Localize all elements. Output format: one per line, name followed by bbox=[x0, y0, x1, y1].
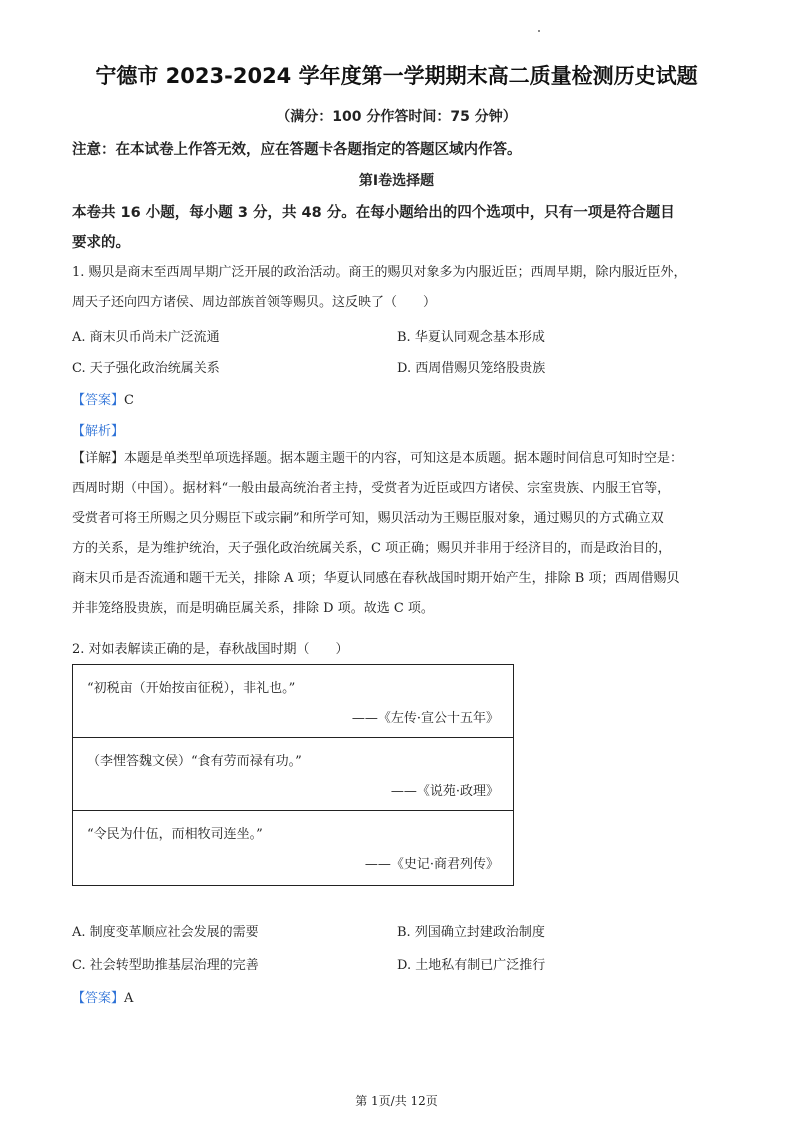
detail-line: 方的关系，是为维护统治，天子强化政治统属关系，C 项正确；赐贝并非用于经济目的，而是政治目的， bbox=[72, 541, 672, 556]
q2-option-d: D. 土地私有制已广泛推行 bbox=[397, 958, 546, 973]
section-intro bbox=[72, 198, 722, 258]
analysis-label: 【解析】 bbox=[72, 424, 125, 439]
table-quote: （李悝答魏文侯）“食有劳而禄有功。” bbox=[87, 754, 302, 769]
q1-option-a: A. 商末贝币尚未广泛流通 bbox=[72, 330, 220, 345]
table-row bbox=[73, 738, 513, 811]
detail-line: 受赏者可将王所赐之贝分赐臣下或宗嗣”和所学可知，赐贝活动为王赐臣服对象，通过赐贝的方式确立双 bbox=[72, 511, 664, 526]
table-row bbox=[73, 811, 513, 885]
page-title: 宁德市 2023-2024 学年度第一学期期末高二质量检测历史试题 bbox=[95, 64, 698, 88]
section-heading: 第Ⅰ卷选择题 bbox=[358, 173, 435, 189]
intro-line: 要求的。 bbox=[72, 235, 130, 251]
exam-subtitle: （满分：100 分作答时间：75 分钟） bbox=[276, 109, 517, 125]
table-row bbox=[73, 665, 513, 738]
q1-stem-line: 1. 赐贝是商末至西周早期广泛开展的政治活动。商王的赐贝对象多为内服近臣；西周早期，除内服近臣外， bbox=[72, 265, 687, 280]
detail-line: 西周时期（中国）。据材料“一般由最高统治者主持，受赏者为近臣或四方诸侯、宗室贵族、内服王官等， bbox=[72, 481, 671, 496]
intro-line: 本卷共 16 小题，每小题 3 分，共 48 分。在每小题给出的四个选项中，只有一项是符合题目 bbox=[72, 205, 675, 221]
exam-notice: 注意：在本试卷上作答无效，应在答题卡各题指定的答题区域内作答。 bbox=[72, 142, 522, 158]
detail-line: 商末贝币是否流通和题干无关，排除 A 项；华夏认同感在春秋战国时期开始产生，排除 B 项；西周借赐贝 bbox=[72, 571, 680, 586]
answer-label: 【答案】 bbox=[72, 991, 125, 1006]
q2-stem: 2. 对如表解读正确的是，春秋战国时期（ ） bbox=[72, 642, 349, 657]
q1-answer bbox=[72, 389, 134, 408]
q1-option-d: D. 西周借赐贝笼络股贵族 bbox=[397, 361, 546, 376]
q2-source-table bbox=[72, 664, 514, 886]
answer-value: C bbox=[124, 393, 134, 408]
answer-label: 【答案】 bbox=[72, 393, 125, 408]
q1-stem-line: 周天子还向四方诸侯、周边部族首领等赐贝。这反映了（ ） bbox=[72, 295, 437, 310]
q1-detail bbox=[72, 444, 722, 624]
q2-option-b: B. 列国确立封建政治制度 bbox=[397, 925, 545, 940]
scan-speck bbox=[538, 30, 540, 32]
table-quote: “令民为什伍，而相牧司连坐。” bbox=[87, 827, 263, 842]
q1-analysis-label bbox=[72, 420, 124, 439]
q1-option-c: C. 天子强化政治统属关系 bbox=[72, 361, 220, 376]
q2-option-c: C. 社会转型助推基层治理的完善 bbox=[72, 958, 259, 973]
detail-line: 【详解】本题是单类型单项选择题。据本题主题干的内容，可知这是本质题。据本题时间信息可知时空是： bbox=[72, 451, 684, 466]
table-source: ——《说苑·政理》 bbox=[390, 784, 499, 799]
table-source: ——《史记·商君列传》 bbox=[364, 857, 499, 872]
answer-value: A bbox=[124, 991, 134, 1006]
q1-option-b: B. 华夏认同观念基本形成 bbox=[397, 330, 545, 345]
q2-option-a: A. 制度变革顺应社会发展的需要 bbox=[72, 925, 259, 940]
q1-stem bbox=[72, 258, 722, 318]
table-source: ——《左传·宣公十五年》 bbox=[351, 711, 499, 726]
table-quote: “初税亩（开始按亩征税），非礼也。” bbox=[87, 681, 296, 696]
detail-line: 并非笼络股贵族，而是明确臣属关系，排除 D 项。故选 C 项。 bbox=[72, 601, 434, 616]
page-number: 第 1页/共 12页 bbox=[355, 1094, 438, 1108]
q2-answer bbox=[72, 987, 133, 1006]
